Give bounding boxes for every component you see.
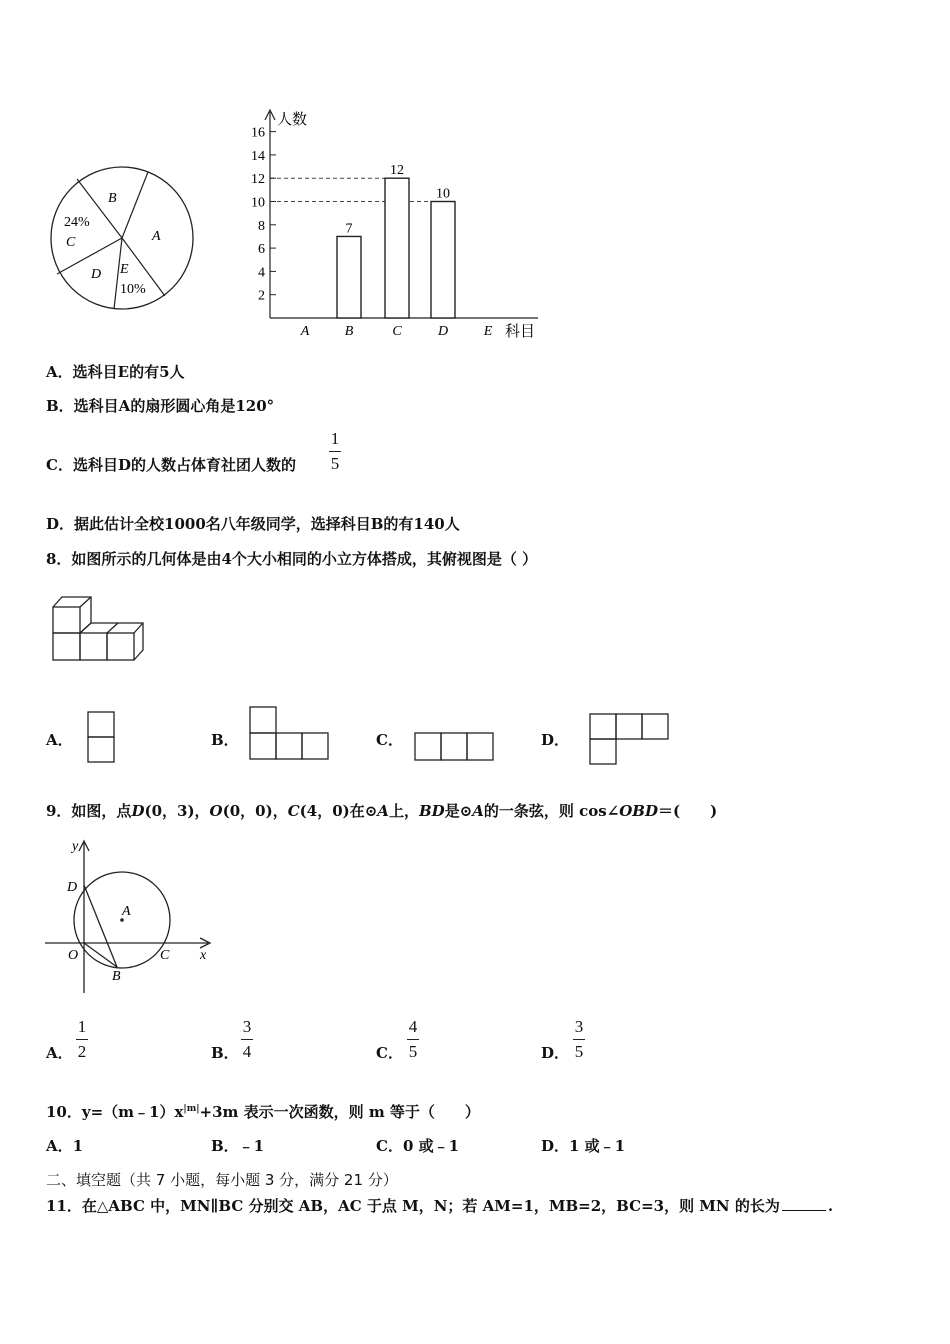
q7-option-a[interactable]: A．选科目E的有5人	[46, 363, 185, 381]
q10-option-c[interactable]: C．0 或﹣1	[376, 1137, 460, 1155]
q9-stem-text: (4，0)在⊙	[299, 802, 378, 820]
q9-option-c-fraction[interactable]	[407, 1017, 419, 1062]
q9-stem-text: ＝( )	[658, 802, 718, 820]
fraction-bar	[573, 1039, 585, 1040]
q9-option-b-label[interactable]: B．	[211, 1044, 239, 1062]
label-x: x	[200, 948, 207, 963]
q7-option-b[interactable]: B．选科目A的扇形圆心角是120°	[46, 397, 275, 415]
x-tick-label: E	[483, 324, 493, 339]
q9-circle-a: A	[377, 802, 389, 820]
bar-b	[337, 236, 361, 318]
q8-option-d-view[interactable]	[588, 712, 670, 768]
q9-circle-a: A	[472, 802, 484, 820]
pie-label-a: A	[152, 229, 161, 244]
q8-option-c-view[interactable]	[413, 731, 495, 763]
q9-stem-text: 上，	[388, 802, 419, 820]
q9-point-o: O	[209, 802, 223, 820]
q9-point-c: C	[287, 802, 300, 820]
bar-d	[431, 202, 455, 319]
pie-chart	[40, 160, 205, 320]
label-b: B	[112, 969, 121, 984]
q9-stem-text: 的一条弦，则 cos∠	[483, 802, 620, 820]
q7-option-d[interactable]: D．据此估计全校1000名八年级同学，选择科目B的有140人	[46, 515, 460, 533]
fraction-denominator: 2	[77, 1042, 87, 1061]
q10-option-b[interactable]: B．﹣1	[211, 1137, 265, 1155]
q10-stem-text: +3m 表示一次函数，则 m 等于（ ）	[199, 1103, 480, 1121]
fraction-bar	[407, 1039, 419, 1040]
q9-stem-text: (0，3)，	[144, 802, 210, 820]
q9-option-a-label[interactable]: A．	[46, 1044, 73, 1062]
y-tick-label: 10	[251, 195, 265, 211]
pie-pct-c: 24%	[64, 215, 90, 230]
bar-data-label: 7	[345, 221, 353, 237]
y-tick-label: 16	[251, 125, 265, 141]
answer-blank[interactable]	[782, 1210, 826, 1211]
label-d: D	[67, 880, 78, 895]
y-tick-label: 2	[258, 288, 265, 304]
fraction-denominator: 5	[408, 1042, 418, 1061]
q9-stem-text: 是⊙	[444, 802, 473, 820]
x-tick-label: A	[300, 324, 310, 339]
fraction-bar	[241, 1039, 253, 1040]
pie-label-e: E	[120, 262, 129, 277]
q10-option-d[interactable]: D．1 或﹣1	[541, 1137, 626, 1155]
y-axis-label: 人数	[277, 112, 308, 128]
q8-option-a-label[interactable]: A．	[46, 731, 73, 749]
q10-option-a[interactable]: A．1	[46, 1137, 84, 1155]
y-tick-label: 4	[258, 265, 265, 281]
label-y: y	[72, 839, 79, 854]
q9-chord-bd: BD	[418, 802, 445, 820]
pie-pct-e: 10%	[120, 282, 146, 297]
fraction-numerator: 1	[330, 429, 340, 448]
pie-label-b: B	[108, 191, 117, 206]
q11-stem	[46, 1195, 833, 1216]
q9-stem-text: 9．如图，点	[46, 802, 132, 820]
q9-stem-text: (0，0)，	[222, 802, 288, 820]
section-heading: 二、填空题（共 7 小题，每小题 3 分，满分 21 分）	[46, 1171, 398, 1189]
fraction-numerator: 1	[77, 1017, 87, 1036]
q7-option-c[interactable]: C．选科目D的人数占体育社团人数的	[46, 456, 296, 474]
label-a: A	[122, 904, 131, 919]
y-tick-label: 8	[258, 218, 265, 234]
fraction-bar	[76, 1039, 88, 1040]
q10-stem	[46, 1101, 480, 1122]
pie-label-c: C	[66, 235, 76, 250]
label-o: O	[68, 948, 79, 963]
q8-option-b-view[interactable]	[248, 705, 330, 763]
q9-stem	[46, 800, 717, 821]
q9-option-a-fraction[interactable]	[76, 1017, 88, 1062]
fraction-numerator: 4	[408, 1017, 418, 1036]
q8-option-c-label[interactable]: C．	[376, 731, 403, 749]
y-tick-label: 12	[251, 172, 265, 188]
fraction-bar	[329, 451, 341, 452]
y-tick-label: 14	[251, 148, 265, 164]
q9-option-c-label[interactable]: C．	[376, 1044, 403, 1062]
fraction-denominator: 5	[330, 454, 340, 473]
pie-label-d: D	[91, 267, 102, 282]
q10-exponent: |m|	[183, 1104, 200, 1114]
x-tick-label: C	[392, 324, 402, 339]
bar-data-label: 10	[436, 186, 450, 202]
x-axis-label: 科目	[505, 324, 536, 340]
q8-option-a-view[interactable]	[86, 710, 116, 766]
q8-option-b-label[interactable]: B．	[211, 731, 239, 749]
q9-option-d-fraction[interactable]	[573, 1017, 585, 1062]
bar-c	[385, 178, 409, 318]
q10-stem-text: 10．y=（m﹣1）x	[46, 1103, 184, 1121]
x-tick-label: B	[344, 324, 354, 339]
q9-angle-obd: OBD	[619, 802, 658, 820]
q9-option-d-label[interactable]: D．	[541, 1044, 570, 1062]
fraction-numerator: 3	[242, 1017, 252, 1036]
q7-option-c-fraction	[329, 429, 341, 474]
q9-circle-figure	[40, 835, 220, 997]
q8-solid-figure	[50, 592, 150, 664]
bar-chart	[235, 100, 555, 345]
pie-divider-ab	[122, 172, 148, 238]
q8-option-d-label[interactable]: D．	[541, 731, 570, 749]
q11-stem-text: 11．在△ABC 中，MN∥BC 分别交 AB，AC 于点 M，N；若 AM=1，MB=2，BC=3，则 MN 的长为	[46, 1197, 780, 1215]
fraction-denominator: 5	[574, 1042, 584, 1061]
fraction-numerator: 3	[574, 1017, 584, 1036]
q11-stem-end: .	[827, 1197, 834, 1215]
label-c: C	[160, 948, 170, 963]
q9-point-d: D	[131, 802, 145, 820]
q8-stem: 8．如图所示的几何体是由4个大小相同的小立方体搭成，其俯视图是（ ）	[46, 550, 538, 568]
fraction-denominator: 4	[242, 1042, 252, 1061]
q9-option-b-fraction[interactable]	[241, 1017, 253, 1062]
x-tick-label: D	[437, 324, 449, 339]
bar-data-label: 12	[390, 163, 404, 179]
y-tick-label: 6	[258, 242, 265, 258]
